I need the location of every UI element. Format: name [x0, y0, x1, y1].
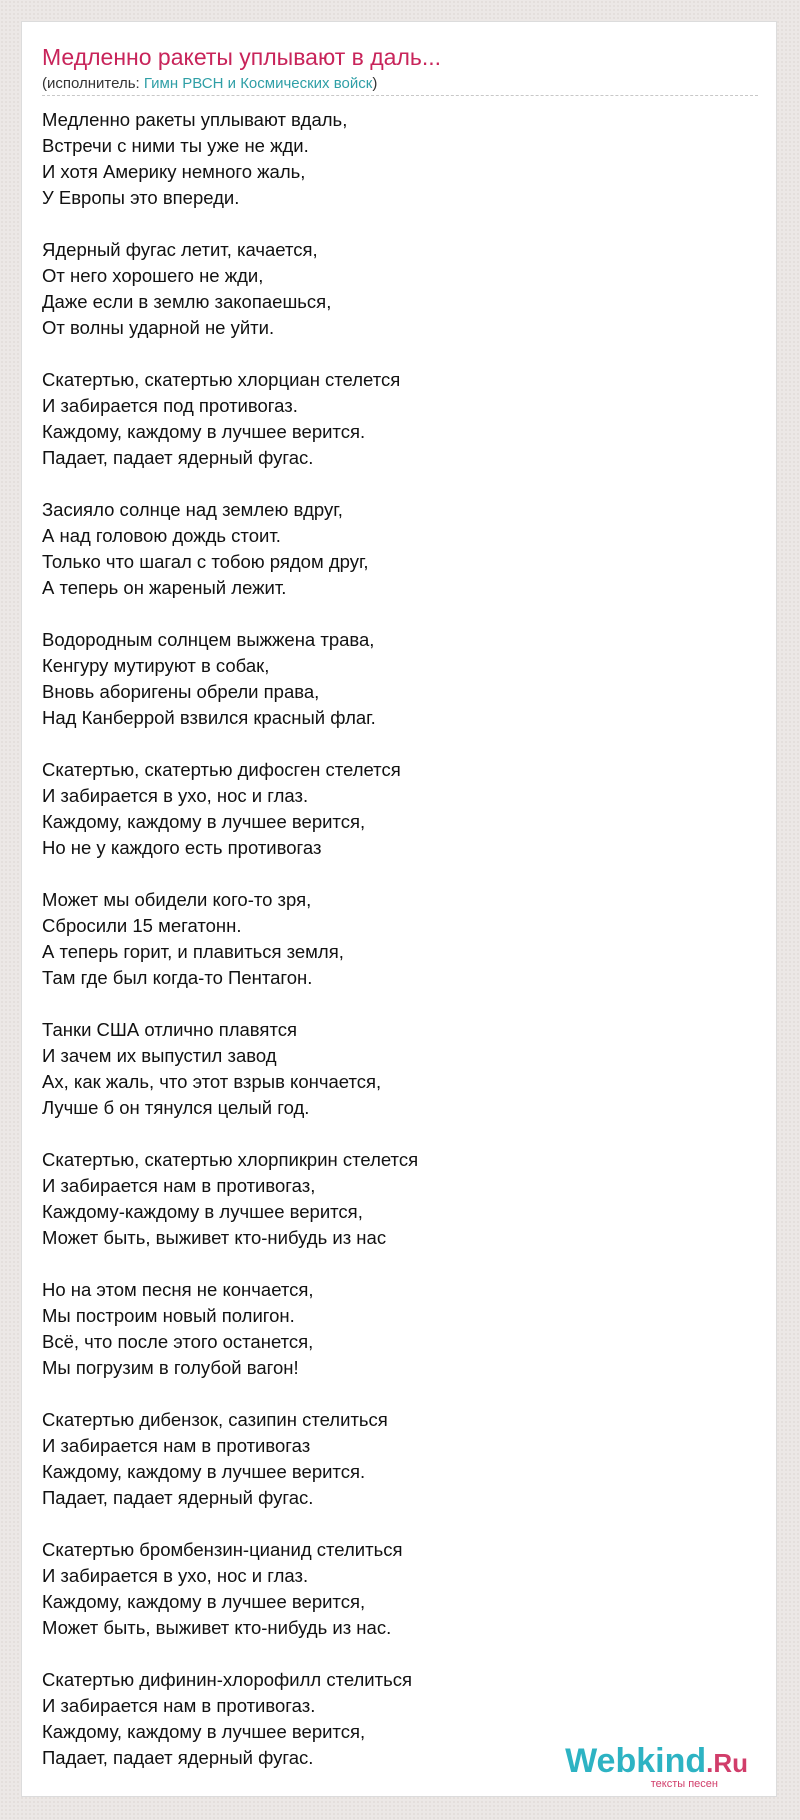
- lyric-line: И забирается под противогаз.: [42, 395, 298, 416]
- lyric-line: Там где был когда-то Пентагон.: [42, 967, 313, 988]
- lyric-line: Ах, как жаль, что этот взрыв кончается,: [42, 1071, 382, 1092]
- lyric-line: Мы погрузим в голубой вагон!: [42, 1357, 299, 1378]
- lyric-line: Каждому, каждому в лучшее верится.: [42, 421, 366, 442]
- lyric-line: Скатертью дифинин-хлорофилл стелиться: [42, 1669, 413, 1690]
- lyric-line: От волны ударной не уйти.: [42, 317, 275, 338]
- logo-domain: .Ru: [706, 1748, 748, 1778]
- lyric-line: Падает, падает ядерный фугас.: [42, 447, 314, 468]
- lyric-line: Засияло солнце над землею вдруг,: [42, 499, 343, 520]
- song-title: Медленно ракеты уплывают в даль...: [42, 44, 442, 70]
- lyrics-card: [21, 21, 777, 1797]
- lyrics-stanza: [42, 1017, 758, 1121]
- lyric-line: И забирается нам в противогаз.: [42, 1695, 316, 1716]
- lyric-line: Скатертью, скатертью хлорциан стелется: [42, 369, 401, 390]
- lyric-line: Каждому, каждому в лучшее верится,: [42, 1721, 366, 1742]
- performer-prefix: (исполнитель:: [42, 75, 144, 92]
- lyric-line: Но не у каждого есть противогаз: [42, 837, 322, 858]
- lyrics-stanza: [42, 497, 758, 601]
- lyrics-stanza: [42, 1537, 758, 1641]
- lyric-line: Лучше б он тянулся целый год.: [42, 1097, 310, 1118]
- lyric-line: У Европы это впереди.: [42, 187, 240, 208]
- lyric-line: Танки США отлично плавятся: [42, 1019, 297, 1040]
- lyric-line: Ядерный фугас летит, качается,: [42, 239, 318, 260]
- lyric-line: Каждому, каждому в лучшее верится,: [42, 1591, 366, 1612]
- lyric-line: Каждому, каждому в лучшее верится,: [42, 811, 366, 832]
- logo-tagline: тексты песен: [650, 1778, 718, 1790]
- lyrics-stanza: [42, 1407, 758, 1511]
- lyric-line: Встречи с ними ты уже не жди.: [42, 135, 309, 156]
- lyric-line: И хотя Америку немного жаль,: [42, 161, 306, 182]
- lyric-line: Каждому-каждому в лучшее верится,: [42, 1201, 363, 1222]
- lyric-line: А над головою дождь стоит.: [42, 525, 281, 546]
- lyric-line: Водородным солнцем выжжена трава,: [42, 629, 375, 650]
- lyric-line: Скатертью дибензок, сазипин стелиться: [42, 1409, 388, 1430]
- lyric-line: Может быть, выживет кто-нибудь из нас.: [42, 1617, 392, 1638]
- lyric-line: Скатертью, скатертью дифосген стелется: [42, 759, 401, 780]
- lyric-line: Над Канберрой взвился красный флаг.: [42, 707, 376, 728]
- lyric-line: И зачем их выпустил завод: [42, 1045, 277, 1066]
- lyric-line: Кенгуру мутируют в собак,: [42, 655, 270, 676]
- lyric-line: Может быть, выживет кто-нибудь из нас: [42, 1227, 387, 1248]
- lyrics-stanza: [42, 1277, 758, 1381]
- lyric-line: Сбросили 15 мегатонн.: [42, 915, 242, 936]
- lyric-line: Всё, что после этого останется,: [42, 1331, 314, 1352]
- lyrics-stanza: [42, 107, 758, 211]
- lyrics-stanza: [42, 367, 758, 471]
- logo-wordmark: [565, 1744, 748, 1780]
- lyric-line: Падает, падает ядерный фугас.: [42, 1747, 314, 1768]
- logo-brand: Webkind: [565, 1742, 707, 1780]
- lyrics-stanza: [42, 887, 758, 991]
- performer-suffix: ): [372, 75, 378, 92]
- lyric-line: От него хорошего не жди,: [42, 265, 264, 286]
- lyric-line: И забирается нам в противогаз,: [42, 1175, 316, 1196]
- lyric-line: Медленно ракеты уплывают вдаль,: [42, 109, 348, 130]
- lyric-line: Скатертью, скатертью хлорпикрин стелется: [42, 1149, 419, 1170]
- lyrics-stanza: [42, 757, 758, 861]
- lyric-line: Мы построим новый полигон.: [42, 1305, 295, 1326]
- lyric-line: Вновь аборигены обрели права,: [42, 681, 320, 702]
- lyric-line: Каждому, каждому в лучшее верится.: [42, 1461, 366, 1482]
- lyric-line: Может мы обидели кого-то зря,: [42, 889, 312, 910]
- lyric-line: Но на этом песня не кончается,: [42, 1279, 314, 1300]
- lyric-line: Падает, падает ядерный фугас.: [42, 1487, 314, 1508]
- site-logo[interactable]: [565, 1744, 748, 1790]
- lyrics-stanza: [42, 1147, 758, 1251]
- divider: [42, 95, 758, 96]
- artist-link[interactable]: Гимн РВСН и Космических войск: [143, 75, 373, 92]
- lyric-line: Даже если в землю закопаешься,: [42, 291, 332, 312]
- lyric-line: И забирается в ухо, нос и глаз.: [42, 1565, 309, 1586]
- lyrics-stanza: [42, 237, 758, 341]
- lyric-line: А теперь он жареный лежит.: [42, 577, 287, 598]
- lyric-line: Скатертью бромбензин-цианид стелиться: [42, 1539, 403, 1560]
- lyric-line: А теперь горит, и плавиться земля,: [42, 941, 344, 962]
- lyrics-stanza: [42, 627, 758, 731]
- lyric-line: И забирается нам в противогаз: [42, 1435, 311, 1456]
- performer-line: [42, 75, 377, 92]
- lyric-line: И забирается в ухо, нос и глаз.: [42, 785, 309, 806]
- lyric-line: Только что шагал с тобою рядом друг,: [42, 551, 369, 572]
- lyrics-body: [42, 107, 758, 1797]
